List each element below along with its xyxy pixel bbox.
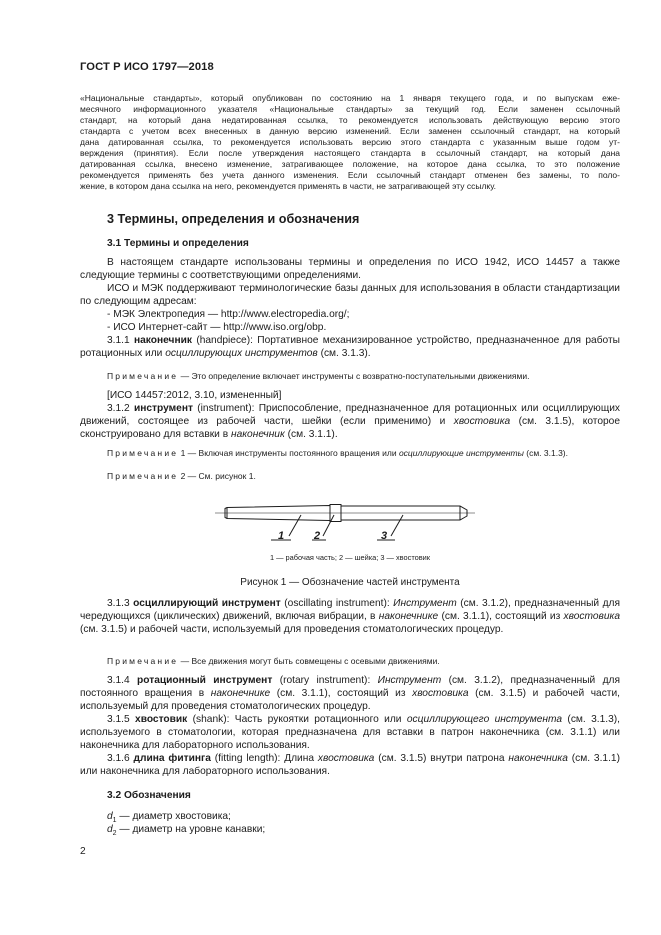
reference-3-1-2: [ИСО 14457:2012, 3.10, измененный]: [107, 390, 282, 401]
term-name: ротационный инструмент: [137, 675, 273, 686]
address-electropedia: - МЭК Электропедия — http://www.electropedia.org/;: [107, 309, 350, 320]
symbol-d1: [107, 811, 231, 824]
term-name: хвостовик: [135, 714, 188, 725]
subsection-3-2-title: 3.2 Обозначения: [107, 790, 191, 801]
term-reference: Инструмент: [377, 675, 442, 686]
note-label: Примечание: [107, 471, 179, 481]
symbol-subscript: 2: [112, 830, 117, 838]
paragraph-terms-intro: В настоящем стандарте использованы термины и определения по ИСО 1942, ИСО 14457 а также следующие термины с соответствующими определениями.: [80, 257, 620, 281]
term-3-1-6: [80, 753, 620, 779]
document-header: ГОСТ Р ИСО 1797—2018: [80, 61, 214, 73]
term-definition: (oscillating instrument):: [284, 598, 390, 609]
term-3-1-4: [80, 675, 620, 714]
intro-line: «Национальные стандарты», который опубликован по состоянию на 1 января текущего года, и по выпускам еже-: [80, 93, 620, 103]
note-3-1-1: [80, 371, 620, 382]
intro-line: стандарта с учетом всех внесенных в данную версию изменений. Если заменен ссылочный стандарт, на который: [80, 126, 620, 136]
term-definition: (shank): Часть рукоятки ротационного или: [192, 714, 402, 725]
note-label: Примечание: [107, 448, 179, 458]
intro-line: дана датированная ссылка, то рекомендуется использовать версию этого стандарта с указанным выше годом ут-: [80, 137, 620, 147]
leader-line-3: [391, 515, 403, 536]
symbol-subscript: 1: [112, 817, 117, 825]
figure-label-1: 1: [278, 530, 285, 542]
intro-line: рекомендуется применять без учета данного изменения. Если ссылочный стандарт отменен без замены, то поло-: [80, 170, 620, 180]
term-definition: (см. 3.1.5) и рабочей части, используемый для проведения стоматологических процедур.: [80, 623, 504, 635]
symbol-letter: d: [107, 811, 113, 822]
term-reference: осциллирующих инструментов: [165, 347, 318, 359]
term-definition: (см. 3.1.1).: [287, 428, 338, 440]
note-text: — Это определение включает инструменты с возвратно-поступательными движениями.: [180, 371, 530, 381]
term-reference: хвостовика: [317, 753, 375, 764]
intro-line: жение, в котором дана ссылка на него, рекомендуется применять в части, не затрагивающей эту ссылку.: [80, 181, 497, 191]
figure-legend: 1 — рабочая часть; 2 — шейка; 3 — хвостовик: [269, 553, 431, 562]
term-reference: хвостовика: [412, 687, 469, 699]
intro-line: месячного информационного указателя «Национальные стандарты» за текущий год. Если заменен ссылочный: [80, 104, 620, 114]
term-number: 3.1.6: [107, 753, 130, 764]
note-text: — Все движения могут быть совмещены с осевыми движениями.: [180, 656, 440, 666]
subsection-3-1-title: 3.1 Термины и определения: [107, 238, 249, 249]
term-reference: наконечнике: [378, 610, 439, 622]
term-reference: наконечнике: [210, 687, 271, 699]
term-number: 3.1.2: [107, 403, 130, 414]
leader-line-2: [323, 515, 334, 536]
term-definition: (handpiece): Портативное механизированное устройство, предназначенное для работы ротационных или: [80, 335, 620, 359]
term-number: 3.1.4: [107, 675, 130, 686]
term-name: наконечник: [133, 335, 192, 346]
instrument-figure: [215, 494, 475, 546]
term-definition: (см. 3.1.3).: [320, 347, 371, 359]
term-3-1-3: [80, 598, 620, 637]
term-3-1-2: [80, 403, 620, 442]
term-name: осциллирующий инструмент: [133, 598, 281, 609]
note-3-1-2-2: [80, 471, 620, 482]
term-definition: (см. 3.1.1), состоящий из: [441, 610, 561, 622]
term-definition: (см. 3.1.5) внутри патрона: [378, 753, 505, 764]
leader-line-1: [289, 515, 301, 536]
intro-line: стандарт, на который дана недатированная ссылка, то рекомендуется использовать действующую версию этого: [80, 115, 620, 125]
figure-label-2: 2: [314, 530, 321, 542]
symbol-description: — диаметр на уровне канавки;: [119, 824, 266, 835]
symbol-letter: d: [107, 824, 113, 835]
intro-line: датированная ссылка, внесено изменение, затрагивающее положение, на которое дана ссылка, то это положение: [80, 159, 620, 169]
term-definition: (instrument): Приспособление, предназначенное для ротационных или осциллирующих движений, состоящее из рабочей части, шейки (если применимо) и: [80, 403, 620, 427]
term-number: 3.1.3: [107, 598, 130, 609]
note-text: 2 — См. рисунок 1.: [180, 471, 256, 481]
term-reference: наконечник: [230, 428, 285, 440]
address-iso-obp: - ИСО Интернет-сайт — http://www.iso.org/obp.: [107, 322, 327, 333]
term-number: 3.1.5: [107, 714, 130, 725]
note-text: (см. 3.1.3).: [526, 448, 568, 458]
term-3-1-5: [80, 714, 620, 753]
term-definition: (fitting length): Длина: [214, 753, 315, 764]
term-definition: (см. 3.1.1), состоящий из: [276, 687, 406, 699]
page-number: 2: [80, 846, 86, 857]
term-3-1-1: [80, 335, 620, 361]
term-name: длина фитинга: [133, 753, 211, 764]
term-definition: (см. 3.1.2), предназначенный для чередующихся (циклических) движений, включая вибрации, в: [80, 598, 620, 622]
section-3-title: 3 Термины, определения и обозначения: [107, 212, 360, 226]
paragraph-terminology-bases: ИСО и МЭК поддерживают терминологические базы данных для использования в области стандартизации по следующим адресам:: [80, 283, 620, 307]
term-reference: Инструмент: [393, 598, 457, 609]
term-reference: хвостовика: [563, 610, 620, 622]
figure-label-3: 3: [381, 530, 388, 542]
term-name: инструмент: [133, 403, 193, 414]
symbol-d2: [107, 824, 265, 837]
note-label: Примечание: [107, 656, 179, 666]
term-definition: (см. 3.1.3), используемого в стоматологии, которая предназначена для вставки в патрон наконечника (см. 3.1.1) или наконечника для лабораторного использования.: [80, 714, 620, 751]
intro-line: верждения (принятия). Если после утверждения настоящего стандарта в ссылочный стандарт, на который дана: [80, 148, 620, 158]
symbol-description: — диаметр хвостовика;: [119, 811, 231, 822]
term-definition: (см. 3.1.1) или наконечника для лабораторного использования.: [80, 753, 620, 777]
term-definition: (см. 3.1.5), которое сконструировано для вставки в: [80, 415, 620, 440]
note-reference: осциллирующие инструменты: [398, 448, 524, 458]
term-reference: наконечника: [508, 753, 568, 764]
figure-caption: Рисунок 1 — Обозначение частей инструмента: [240, 577, 460, 588]
term-definition: (см. 3.1.5) и рабочей части, используемый для проведения стоматологических процедур.: [80, 687, 620, 712]
term-definition: (см. 3.1.2), предназначенный для постоянного вращения в: [80, 675, 620, 699]
note-3-1-2-1: [80, 448, 620, 459]
term-definition: (rotary instrument):: [279, 675, 371, 686]
note-text: 1 — Включая инструменты постоянного вращения или: [180, 448, 397, 458]
term-reference: осциллирующего инструмента: [406, 714, 563, 725]
note-label: Примечание: [107, 371, 179, 381]
term-number: 3.1.1: [107, 335, 130, 346]
term-reference: хвостовика: [453, 415, 511, 427]
note-3-1-3: [80, 656, 620, 667]
